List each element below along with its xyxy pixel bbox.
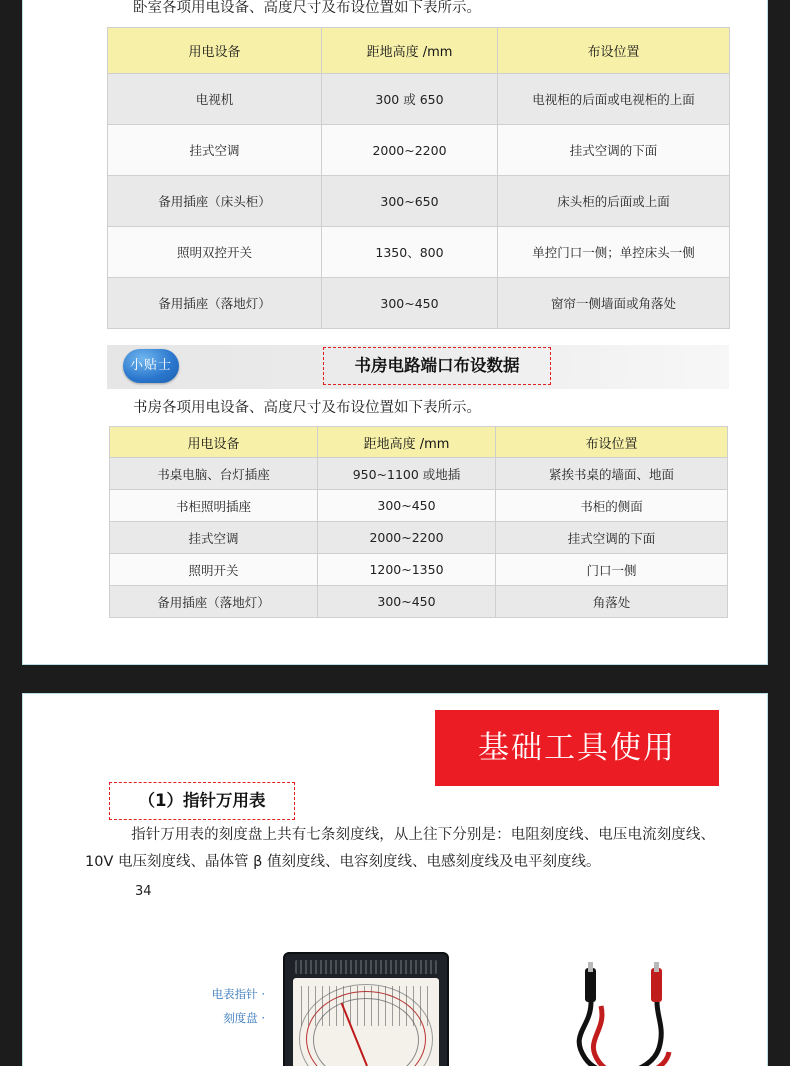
analog-multimeter-image — [283, 952, 449, 1066]
table-cell: 950~1100 或地插 — [318, 458, 496, 490]
table1-header-cell: 布设位置 — [498, 28, 730, 74]
table-cell: 300~450 — [318, 490, 496, 522]
table-row — [110, 490, 728, 522]
table2-header-cell: 用电设备 — [110, 427, 318, 458]
table-cell: 挂式空调的下面 — [498, 125, 730, 176]
table2-header-cell: 距地高度 /mm — [318, 427, 496, 458]
section-paragraph — [85, 822, 715, 876]
table-row — [110, 586, 728, 618]
study-data-table — [109, 426, 728, 618]
table-cell: 300~450 — [318, 586, 496, 618]
table-row — [108, 176, 730, 227]
study-intro-text: 书房各项用电设备、高度尺寸及布设位置如下表所示。 — [133, 400, 481, 416]
table-row — [110, 554, 728, 586]
sheet-lower-content — [45, 694, 745, 1066]
table-row — [110, 522, 728, 554]
table1-header-cell: 用电设备 — [108, 28, 322, 74]
table-cell: 书柜的侧面 — [496, 490, 728, 522]
figure-callouts — [155, 982, 265, 1030]
table-cell: 门口一侧 — [496, 554, 728, 586]
table-row — [108, 278, 730, 329]
document-sheet-upper — [22, 0, 768, 665]
table-cell: 300~650 — [322, 176, 498, 227]
scale-ticks — [301, 986, 431, 1026]
tip-badge: 小贴士 — [123, 349, 179, 383]
table-cell: 单控门口一侧；单控床头一侧 — [498, 227, 730, 278]
table-cell: 窗帘一侧墙面或角落处 — [498, 278, 730, 329]
table-cell: 床头柜的后面或上面 — [498, 176, 730, 227]
paragraph-text: 指针万用表的刻度盘上共有七条刻度线，从上往下分别是：电阻刻度线、电压电流刻度线、10V 电压刻度线、晶体管 β 值刻度线、电容刻度线、电感刻度线及电平刻度线。 — [85, 827, 715, 870]
table-header-row — [110, 427, 728, 458]
table-cell: 备用插座（床头柜） — [108, 176, 322, 227]
table1-header-cell: 距地高度 /mm — [322, 28, 498, 74]
callout-dial: 刻度盘 · — [223, 1011, 265, 1026]
table-cell: 2000~2200 — [322, 125, 498, 176]
table-cell: 300 或 650 — [322, 74, 498, 125]
table-cell: 照明双控开关 — [108, 227, 322, 278]
test-leads-svg — [555, 962, 715, 1066]
table-cell: 紧挨书桌的墙面、地面 — [496, 458, 728, 490]
table-cell: 备用插座（落地灯） — [108, 278, 322, 329]
table-row — [108, 125, 730, 176]
test-leads-image — [555, 962, 715, 1066]
table-cell: 2000~2200 — [318, 522, 496, 554]
meter-top-grill — [295, 960, 437, 974]
table-cell: 300~450 — [322, 278, 498, 329]
table-cell: 1200~1350 — [318, 554, 496, 586]
table2-header-cell: 布设位置 — [496, 427, 728, 458]
callout-pointer: 电表指针 · — [211, 987, 265, 1001]
table-cell: 挂式空调 — [108, 125, 322, 176]
bedroom-data-table — [107, 27, 730, 329]
table-header-row — [108, 28, 730, 74]
table-row — [110, 458, 728, 490]
table-cell: 书桌电脑、台灯插座 — [110, 458, 318, 490]
chapter-banner: 基础工具使用 — [435, 710, 719, 786]
table-cell: 电视柜的后面或电视柜的上面 — [498, 74, 730, 125]
page-number: 34 — [135, 884, 152, 899]
callout-pointer-label: 电表指针 — [211, 987, 258, 1001]
table-cell: 书柜照明插座 — [110, 490, 318, 522]
meter-dial-face — [293, 978, 439, 1066]
tip-bar — [107, 345, 729, 389]
table-cell: 备用插座（落地灯） — [110, 586, 318, 618]
tip-title: 书房电路端口布设数据 — [323, 347, 551, 385]
table-cell: 1350、800 — [322, 227, 498, 278]
bedroom-intro-text: 卧室各项用电设备、高度尺寸及布设位置如下表所示。 — [133, 0, 481, 16]
callout-dial-label: 刻度盘 — [223, 1011, 258, 1026]
document-sheet-lower — [22, 693, 768, 1066]
multimeter-figure — [155, 952, 715, 1066]
table-cell: 挂式空调 — [110, 522, 318, 554]
section-title: （1）指针万用表 — [109, 782, 295, 820]
table-cell: 照明开关 — [110, 554, 318, 586]
table-row — [108, 227, 730, 278]
table-row — [108, 74, 730, 125]
table-cell: 挂式空调的下面 — [496, 522, 728, 554]
table-cell: 电视机 — [108, 74, 322, 125]
table-cell: 角落处 — [496, 586, 728, 618]
